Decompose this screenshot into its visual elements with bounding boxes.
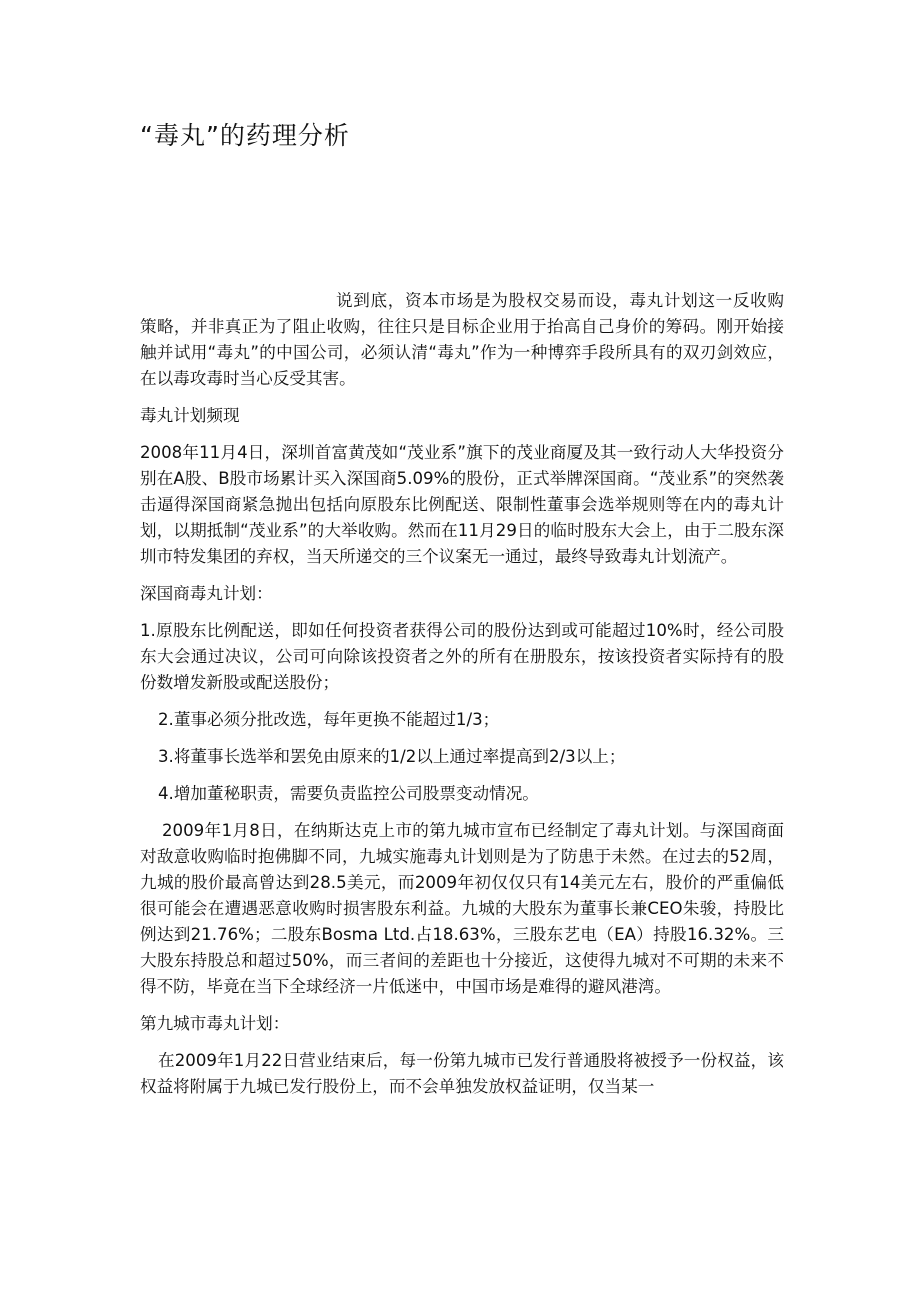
list-item: 2.董事必须分批改选，每年更换不能超过1/3；	[158, 710, 500, 729]
list-item: 3.将董事长选举和罢免由原来的1/2以上通过率提高到2/3以上；	[158, 747, 626, 766]
list-item: 1.原股东比例配送，即如任何投资者获得公司的股份达到或可能超过10%时，经公司股东大会通过决议，公司可向除该投资者之外的所有在册股东，按该投资者实际持有的股份数增发新股或配送股份；	[140, 621, 784, 692]
section-heading: 第九城市毒丸计划：	[140, 1014, 290, 1033]
document-title: “毒丸”的药理分析	[140, 121, 350, 150]
paragraph-last: 在2009年1月22日营业结束后，每一份第九城市已发行普通股将被授予一份权益，该权益将附属于九城已发行股份上，而不会单独发放权益证明，仅当某一	[140, 1051, 784, 1096]
section-heading: 深国商毒丸计划：	[140, 584, 273, 603]
paragraph-2008: 2008年11月4日，深圳首富黄茂如“茂业系”旗下的茂业商厦及其一致行动人大华投资分别在A股、B股市场累计买入深国商5.09%的股份，正式举牌深国商。“茂业系”的突然袭击逼得深国商紧急抛出包括向原股东比例配送、限制性董事会选举规则等在内的毒丸计划，以期抵制“茂业系”的大举收购。然而在11月29日的临时股东大会上，由于二股东深圳市特发集团的弃权，当天所递交的三个议案无一通过，最终导致毒丸计划流产。	[140, 443, 784, 566]
document-body	[140, 288, 784, 1111]
list-item: 4.增加董秘职责，需要负责监控公司股票变动情况。	[158, 784, 539, 803]
paragraph-2009: 2009年1月8日，在纳斯达克上市的第九城市宣布已经制定了毒丸计划。与深国商面对敌意收购临时抱佛脚不同，九城实施毒丸计划则是为了防患于未然。在过去的52周，九城的股价最高曾达到28.5美元，而2009年初仅仅只有14美元左右，股价的严重偏低很可能会在遭遇恶意收购时损害股东利益。九城的大股东为董事长兼CEO朱骏，持股比例达到21.76%；二股东Bosma Ltd.占18.63%，三股东艺电（EA）持股16.32%。三大股东持股总和超过50%，而三者间的差距也十分接近，这使得九城对不可期的未来不得不防，毕竟在当下全球经济一片低迷中，中国市场是难得的避风港湾。	[140, 821, 784, 996]
section-heading: 毒丸计划频现	[140, 406, 240, 425]
intro-paragraph: 说到底，资本市场是为股权交易而设，毒丸计划这一反收购策略，并非真正为了阻止收购，往往只是目标企业用于抬高自己身价的筹码。刚开始接触并试用“毒丸”的中国公司，必须认清“毒丸”作为一种博弈手段所具有的双刃剑效应，在以毒攻毒时当心反受其害。	[140, 291, 784, 388]
